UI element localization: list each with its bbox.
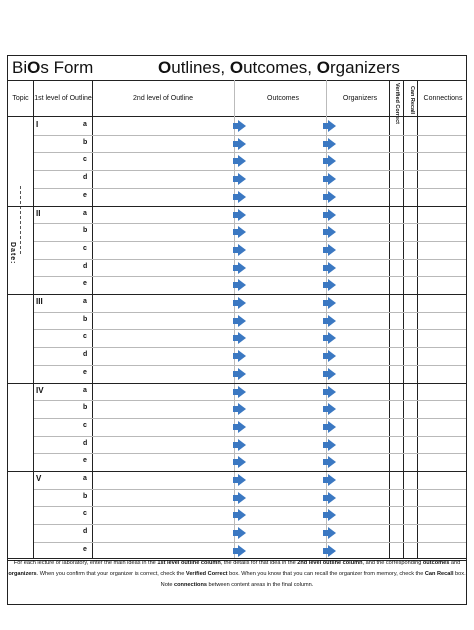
arrow-right-icon — [328, 332, 336, 344]
can-recall-checkbox[interactable] — [404, 135, 417, 153]
instructions-footer — [7, 558, 467, 604]
outline-entry-cell[interactable] — [93, 524, 233, 542]
column-header-connections: Connections — [423, 95, 463, 102]
outline-entry-cell[interactable] — [93, 259, 233, 277]
arrow-right-icon — [328, 421, 336, 433]
row-letter: a — [83, 121, 87, 128]
verified-correct-checkbox[interactable] — [390, 453, 403, 471]
arrow-right-icon — [238, 421, 246, 433]
arrow-right-icon — [328, 315, 336, 327]
main-title-o1: O — [158, 58, 172, 77]
row-line — [34, 453, 92, 454]
arrow-right-icon — [328, 456, 336, 468]
main-title-o3: O — [316, 58, 330, 77]
verified-correct-checkbox[interactable] — [390, 489, 403, 507]
arrow-right-icon — [328, 509, 336, 521]
arrow-right-icon — [328, 350, 336, 362]
outline-entry-cell[interactable] — [93, 506, 233, 524]
can-recall-checkbox[interactable] — [404, 259, 417, 277]
arrow-right-icon — [238, 226, 246, 238]
can-recall-checkbox[interactable] — [404, 436, 417, 454]
row-letter: c — [83, 421, 87, 429]
outline-entry-cell[interactable] — [93, 206, 233, 224]
column-header-can-recall: Can Recall — [409, 85, 415, 115]
verified-correct-checkbox[interactable] — [390, 276, 403, 294]
footer-b8: connections — [174, 582, 207, 588]
form-title-bold: O — [27, 58, 41, 77]
row-line — [34, 489, 92, 490]
arrow-right-icon — [328, 226, 336, 238]
row-letter: d — [83, 439, 88, 447]
row-line — [34, 188, 92, 189]
section-numeral-5: V — [36, 474, 42, 483]
footer-t8: Note — [160, 582, 175, 588]
row-letter: e — [83, 191, 87, 199]
verified-correct-checkbox[interactable] — [390, 383, 403, 401]
row-line — [34, 400, 92, 401]
arrow-right-icon — [238, 297, 246, 309]
row-line — [34, 259, 92, 260]
date-line — [20, 186, 21, 254]
arrow-right-icon — [238, 439, 246, 451]
arrow-right-icon — [238, 456, 246, 468]
verified-correct-checkbox[interactable] — [390, 259, 403, 277]
arrow-right-icon — [238, 332, 246, 344]
can-recall-checkbox[interactable] — [404, 347, 417, 365]
column-header-outcomes: Outcomes — [267, 95, 299, 102]
arrow-right-icon — [328, 155, 336, 167]
can-recall-checkbox[interactable] — [404, 489, 417, 507]
arrow-right-icon — [328, 262, 336, 274]
arrow-right-icon — [238, 173, 246, 185]
arrow-right-icon — [238, 279, 246, 291]
can-recall-checkbox[interactable] — [404, 152, 417, 170]
verified-correct-checkbox[interactable] — [390, 329, 403, 347]
verified-correct-checkbox[interactable] — [390, 223, 403, 241]
arrow-right-icon — [238, 350, 246, 362]
row-letter: e — [83, 545, 87, 553]
can-recall-checkbox[interactable] — [404, 241, 417, 259]
arrow-right-icon — [238, 191, 246, 203]
arrow-right-icon — [328, 474, 336, 486]
row-letter: e — [83, 368, 87, 376]
arrow-right-icon — [238, 315, 246, 327]
row-letter: d — [83, 262, 88, 270]
section-numeral-2: II — [36, 208, 41, 218]
form-title — [12, 56, 93, 80]
verified-correct-checkbox[interactable] — [390, 117, 403, 135]
row-letter: a — [83, 209, 87, 217]
can-recall-checkbox[interactable] — [404, 276, 417, 294]
verified-correct-checkbox[interactable] — [390, 347, 403, 365]
outline-entry-cell[interactable] — [93, 276, 233, 294]
row-letter: a — [83, 475, 87, 482]
footer-b2: 2nd level outline column — [297, 560, 363, 566]
footer-t1: For each lecture or laboratory, enter the main ideas in the — [13, 560, 158, 566]
row-line — [34, 418, 92, 419]
row-line — [34, 524, 92, 525]
verified-correct-checkbox[interactable] — [390, 418, 403, 436]
column-header-level1: 1st level of Outline — [34, 95, 92, 102]
bios-form — [7, 55, 467, 605]
row-line — [34, 347, 92, 348]
section-numeral-3: III — [36, 297, 43, 306]
arrow-right-icon — [238, 386, 246, 398]
arrow-right-icon — [238, 138, 246, 150]
footer-b4: organizers — [8, 571, 37, 577]
row-letter: d — [83, 174, 88, 182]
arrow-right-icon — [238, 545, 246, 557]
arrow-right-icon — [328, 244, 336, 256]
row-letter: c — [83, 244, 87, 252]
row-line — [34, 135, 92, 136]
verified-correct-checkbox[interactable] — [390, 170, 403, 188]
row-letter: b — [83, 315, 88, 323]
row-line — [34, 241, 92, 242]
verified-correct-checkbox[interactable] — [390, 294, 403, 312]
arrow-right-icon — [238, 120, 246, 132]
form-title-part1: Bi — [12, 58, 28, 77]
main-title-t2: utcomes, — [243, 58, 317, 77]
outline-entry-cell[interactable] — [93, 329, 233, 347]
column-header-level2: 2nd level of Outline — [133, 95, 193, 102]
row-line — [34, 506, 92, 507]
can-recall-checkbox[interactable] — [404, 312, 417, 330]
arrow-right-icon — [328, 368, 336, 380]
arrow-right-icon — [238, 403, 246, 415]
row-line — [34, 152, 92, 153]
row-letter: b — [83, 492, 88, 500]
arrow-right-icon — [238, 474, 246, 486]
outline-entry-cell[interactable] — [93, 383, 233, 401]
row-letter: b — [83, 138, 88, 146]
can-recall-checkbox[interactable] — [404, 383, 417, 401]
outline-entry-cell[interactable] — [93, 347, 233, 365]
verified-correct-checkbox[interactable] — [390, 188, 403, 206]
row-letter: c — [83, 333, 87, 341]
arrow-right-icon — [328, 279, 336, 291]
column-header-verified: Verified Correct — [394, 83, 400, 124]
arrow-right-icon — [328, 173, 336, 185]
can-recall-checkbox[interactable] — [404, 170, 417, 188]
verified-correct-checkbox[interactable] — [390, 506, 403, 524]
verified-correct-checkbox[interactable] — [390, 241, 403, 259]
main-title-t3: rganizers — [330, 58, 400, 77]
outline-entry-cell[interactable] — [93, 489, 233, 507]
verified-correct-checkbox[interactable] — [390, 400, 403, 418]
arrow-right-icon — [238, 155, 246, 167]
row-letter: b — [83, 227, 88, 235]
arrow-right-icon — [238, 492, 246, 504]
footer-t2: , the details for that idea in the — [220, 560, 298, 566]
verified-correct-checkbox[interactable] — [390, 524, 403, 542]
main-title-o2: O — [229, 58, 244, 77]
outline-entry-cell[interactable] — [93, 135, 233, 153]
arrow-right-icon — [328, 209, 336, 221]
arrow-right-icon — [328, 297, 336, 309]
footer-b5: Verified Correct — [185, 571, 228, 577]
arrow-right-icon — [328, 403, 336, 415]
can-recall-checkbox[interactable] — [404, 542, 417, 560]
footer-t5: . When you confirm that your organizer is correct, check the — [36, 571, 186, 577]
verified-correct-checkbox[interactable] — [390, 542, 403, 560]
can-recall-checkbox[interactable] — [404, 223, 417, 241]
row-line — [34, 312, 92, 313]
arrow-right-icon — [328, 120, 336, 132]
outline-entry-cell[interactable] — [93, 170, 233, 188]
row-letter: d — [83, 351, 88, 359]
row-letter: e — [83, 280, 87, 288]
can-recall-checkbox[interactable] — [404, 453, 417, 471]
row-line — [34, 223, 92, 224]
row-line — [34, 365, 92, 366]
footer-t4: and — [449, 560, 461, 566]
can-recall-checkbox[interactable] — [404, 506, 417, 524]
arrow-right-icon — [328, 191, 336, 203]
arrow-right-icon — [328, 492, 336, 504]
verified-correct-checkbox[interactable] — [390, 152, 403, 170]
can-recall-checkbox[interactable] — [404, 117, 417, 135]
outline-entry-cell[interactable] — [93, 188, 233, 206]
verified-correct-checkbox[interactable] — [390, 135, 403, 153]
row-letter: d — [83, 528, 88, 536]
outline-entry-cell[interactable] — [93, 418, 233, 436]
can-recall-checkbox[interactable] — [404, 418, 417, 436]
arrow-right-icon — [238, 509, 246, 521]
footer-t9: between content areas in the final column. — [206, 582, 314, 588]
can-recall-checkbox[interactable] — [404, 206, 417, 224]
date-label: Date: — [9, 242, 16, 265]
section-numeral-1: I — [36, 120, 39, 129]
arrow-right-icon — [238, 527, 246, 539]
verified-correct-checkbox[interactable] — [390, 365, 403, 383]
footer-b1: 1st level outline column — [157, 560, 221, 566]
row-line — [34, 276, 92, 277]
outline-entry-cell[interactable] — [93, 223, 233, 241]
outline-entry-cell[interactable] — [93, 294, 233, 312]
footer-t7: box. — [453, 571, 466, 577]
arrow-right-icon — [328, 138, 336, 150]
outline-entry-cell[interactable] — [93, 117, 233, 135]
arrow-right-icon — [328, 439, 336, 451]
can-recall-checkbox[interactable] — [404, 294, 417, 312]
verified-correct-checkbox[interactable] — [390, 312, 403, 330]
can-recall-checkbox[interactable] — [404, 329, 417, 347]
column-header-organizers: Organizers — [342, 95, 378, 102]
arrow-right-icon — [238, 368, 246, 380]
row-line — [34, 170, 92, 171]
arrow-right-icon — [328, 386, 336, 398]
section-numeral-4: IV — [36, 385, 44, 395]
row-letter: a — [83, 298, 87, 305]
row-letter: a — [83, 386, 87, 394]
row-letter: c — [83, 510, 87, 518]
footer-b6: Can Recall — [424, 571, 454, 577]
main-title — [158, 56, 400, 80]
verified-correct-checkbox[interactable] — [390, 471, 403, 489]
arrow-right-icon — [328, 545, 336, 557]
arrow-right-icon — [328, 527, 336, 539]
arrow-right-icon — [238, 209, 246, 221]
row-line — [34, 436, 92, 437]
row-letter: e — [83, 457, 87, 465]
footer-b3: outcomes — [422, 560, 450, 566]
outline-entry-cell[interactable] — [93, 152, 233, 170]
can-recall-checkbox[interactable] — [404, 471, 417, 489]
verified-correct-checkbox[interactable] — [390, 436, 403, 454]
form-title-part2: s Form — [40, 58, 94, 77]
can-recall-checkbox[interactable] — [404, 188, 417, 206]
can-recall-checkbox[interactable] — [404, 365, 417, 383]
arrow-right-icon — [238, 244, 246, 256]
can-recall-checkbox[interactable] — [404, 524, 417, 542]
row-letter: c — [83, 156, 87, 164]
outline-entry-cell[interactable] — [93, 471, 233, 489]
verified-correct-checkbox[interactable] — [390, 206, 403, 224]
footer-t3: , and the corresponding — [362, 560, 423, 566]
outline-entry-cell[interactable] — [93, 400, 233, 418]
arrow-right-icon — [238, 262, 246, 274]
can-recall-checkbox[interactable] — [404, 400, 417, 418]
outline-entry-cell[interactable] — [93, 436, 233, 454]
row-letter: b — [83, 404, 88, 412]
row-line — [34, 542, 92, 543]
outline-entry-cell[interactable] — [93, 241, 233, 259]
footer-t6: box. When you know that you can recall the organizer from memory, check the — [227, 571, 425, 577]
main-title-t1: utlines, — [171, 58, 230, 77]
outline-entry-cell[interactable] — [93, 365, 233, 383]
outline-entry-cell[interactable] — [93, 312, 233, 330]
outline-entry-cell[interactable] — [93, 453, 233, 471]
row-line — [34, 329, 92, 330]
column-header-topic: Topic — [12, 95, 29, 102]
outline-entry-cell[interactable] — [93, 542, 233, 560]
